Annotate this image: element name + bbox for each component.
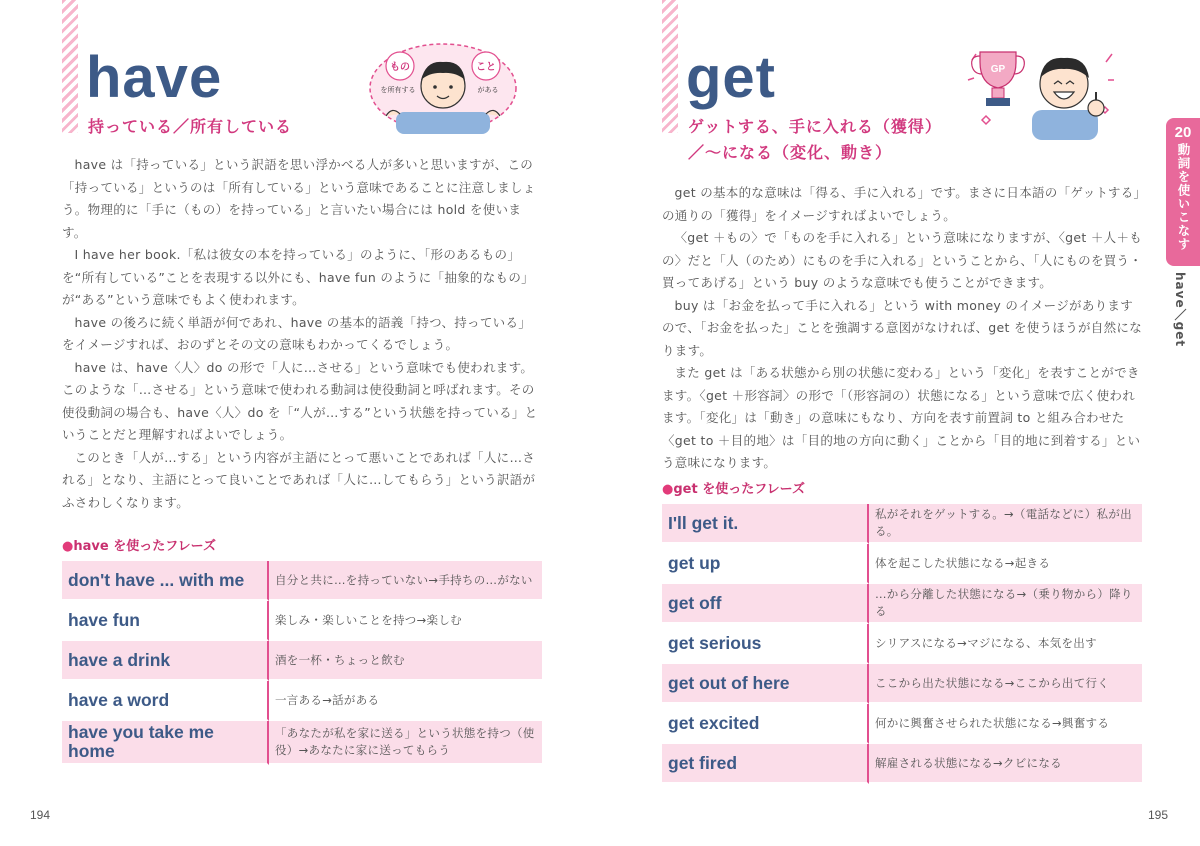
table-row	[662, 744, 1142, 784]
body-text-have	[62, 154, 542, 514]
section-words: have／get	[1173, 272, 1187, 348]
paragraph: また get は「ある状態から別の状態に変わる」という「変化」を表すことができます。〈get ＋形容詞〉の形で「（形容詞の）状態になる」という意味で広く使われます。「変化」は「動き」の意味にもなり、方向を表す前置詞 to と組み合わせた〈get to ＋目的地〉は「目的地の方向に動く」ことから「目的地に到着する」という意味になります。	[662, 365, 1141, 470]
table-row	[62, 641, 542, 681]
phrase-en: have fun	[62, 601, 269, 641]
paragraph: 〈get ＋もの〉で「ものを手に入れる」という意味になりますが、〈get ＋人＋もの〉だと「人（のため）にものを手に入れる」ということから、「人にものを買う・買ってあげる」という buy のような意味でも使うことができます。	[662, 230, 1143, 290]
bullet-dot-icon: ●	[662, 482, 674, 497]
bubble-sub-mono: を所有する	[380, 86, 416, 94]
phrase-ja: 酒を一杯・ちょっと飲む	[269, 641, 542, 681]
phrase-en: get excited	[662, 704, 869, 744]
paragraph: buy は「お金を払って手に入れる」という with money のイメージがありますので、「お金を払った」ことを強調する意図がなければ、get を使うほうが自然になります。	[662, 297, 1143, 358]
paragraph: I have her book.「私は彼女の本を持っている」のように、「形のあるもの」を“所有している”ことを表現する以外にも、have fun のように「抽象的なもの」が“ある”という意味でもよく使われます。	[62, 247, 534, 307]
table-row	[662, 504, 1142, 544]
phrase-en: get fired	[662, 744, 869, 784]
have-illustration	[368, 42, 518, 134]
bubble-label-koto: こと	[476, 62, 496, 73]
phrase-ja: …から分離した状態になる→（乗り物から）降りる	[869, 584, 1142, 624]
phrase-en: don't have ... with me	[62, 561, 269, 601]
paragraph: get の基本的な意味は「得る、手に入れる」です。まさに日本語の「ゲットする」の通りの「獲得」をイメージすればよいでしょう。	[662, 185, 1141, 223]
table-row	[662, 544, 1142, 584]
phrase-ja: シリアスになる→マジになる、本気を出す	[869, 624, 1142, 664]
table-row	[662, 624, 1142, 664]
phrase-en: get serious	[662, 624, 869, 664]
phrase-table-get	[662, 504, 1142, 784]
phrase-en: have you take me home	[62, 721, 269, 765]
phrase-heading-get	[662, 478, 805, 497]
chapter-title: 動詞を使いこなす	[1176, 143, 1191, 251]
phrase-en: I'll get it.	[662, 504, 869, 544]
phrase-table-have	[62, 561, 542, 765]
phrase-ja: 自分と共に…を持っていない→手持ちの…がない	[269, 561, 542, 601]
right-page	[600, 0, 1200, 846]
phrase-ja: 「あなたが私を家に送る」という状態を持つ（使役）→あなたに家に送ってもらう	[269, 721, 542, 765]
table-row	[662, 584, 1142, 624]
phrase-en: get off	[662, 584, 869, 624]
phrase-en: have a word	[62, 681, 269, 721]
phrase-en: get out of here	[662, 664, 869, 704]
page-number: 194	[30, 808, 51, 822]
phrase-ja: 楽しみ・楽しいことを持つ→楽しむ	[269, 601, 542, 641]
phrase-heading-label: have を使ったフレーズ	[73, 539, 217, 554]
phrase-ja: 解雇される状態になる→クビになる	[869, 744, 1142, 784]
phrase-en: get up	[662, 544, 869, 584]
page-number: 195	[1148, 808, 1169, 822]
get-illustration	[962, 40, 1122, 140]
trophy-label: GP	[990, 64, 1006, 75]
headword-have: have	[86, 45, 223, 110]
table-row	[662, 704, 1142, 744]
table-row	[662, 664, 1142, 704]
body-text-get	[662, 182, 1144, 475]
table-row	[62, 561, 542, 601]
subtitle-have: 持っている／所有している	[88, 117, 293, 136]
subtitle-get-line1: ゲットする、手に入れる（獲得）	[688, 117, 942, 136]
paragraph: have は「持っている」という訳語を思い浮かべる人が多いと思いますが、この「持っている」というのは「所有している」という意味であることに注意しましょう。物理的に「手に（もの）を持っている」と言いたい場合には hold を使います。	[62, 157, 536, 240]
phrase-en: have a drink	[62, 641, 269, 681]
phrase-ja: 体を起こした状態になる→起きる	[869, 544, 1142, 584]
phrase-heading-label: get を使ったフレーズ	[673, 482, 806, 497]
bubble-label-mono: もの	[390, 62, 410, 73]
phrase-ja: 私がそれをゲットする。→（電話などに）私が出る。	[869, 504, 1142, 544]
chapter-side-tab[interactable]	[1166, 118, 1200, 266]
phrase-heading-have	[62, 535, 216, 554]
table-row	[62, 601, 542, 641]
bubble-sub-koto: がある	[477, 86, 499, 94]
phrase-ja: 何かに興奮させられた状態になる→興奮する	[869, 704, 1142, 744]
paragraph: have は、have〈人〉do の形で「人に…させる」という意味でも使われます。このような「…させる」という意味で使われる動詞は使役動詞と呼ばれます。その使役動詞の場合も、have〈人〉do を「“人が…する”という状態を持っている」ということだと理解すればよいでしょう。	[62, 359, 538, 442]
phrase-ja: ここから出た状態になる→ここから出て行く	[869, 664, 1142, 704]
decorative-stripe	[62, 0, 78, 133]
paragraph: have の後ろに続く単語が何であれ、have の基本的語義「持つ、持っている」をイメージすれば、おのずとその文の意味もわかってくるでしょう。	[62, 314, 532, 352]
table-row	[62, 721, 542, 765]
headword-get: get	[686, 45, 776, 110]
chapter-number: 20	[1174, 124, 1192, 141]
phrase-ja: 一言ある→話がある	[269, 681, 542, 721]
table-row	[62, 681, 542, 721]
paragraph: このとき「人が…する」という内容が主語にとって悪いことであれば「人に…される」となり、主語にとって良いことであれば「人に…してもらう」という訳語がふさわしくなります。	[62, 449, 536, 510]
decorative-stripe	[662, 0, 678, 133]
bullet-dot-icon: ●	[62, 539, 74, 554]
subtitle-get-line2: ／〜になる（変化、動き）	[688, 143, 893, 162]
